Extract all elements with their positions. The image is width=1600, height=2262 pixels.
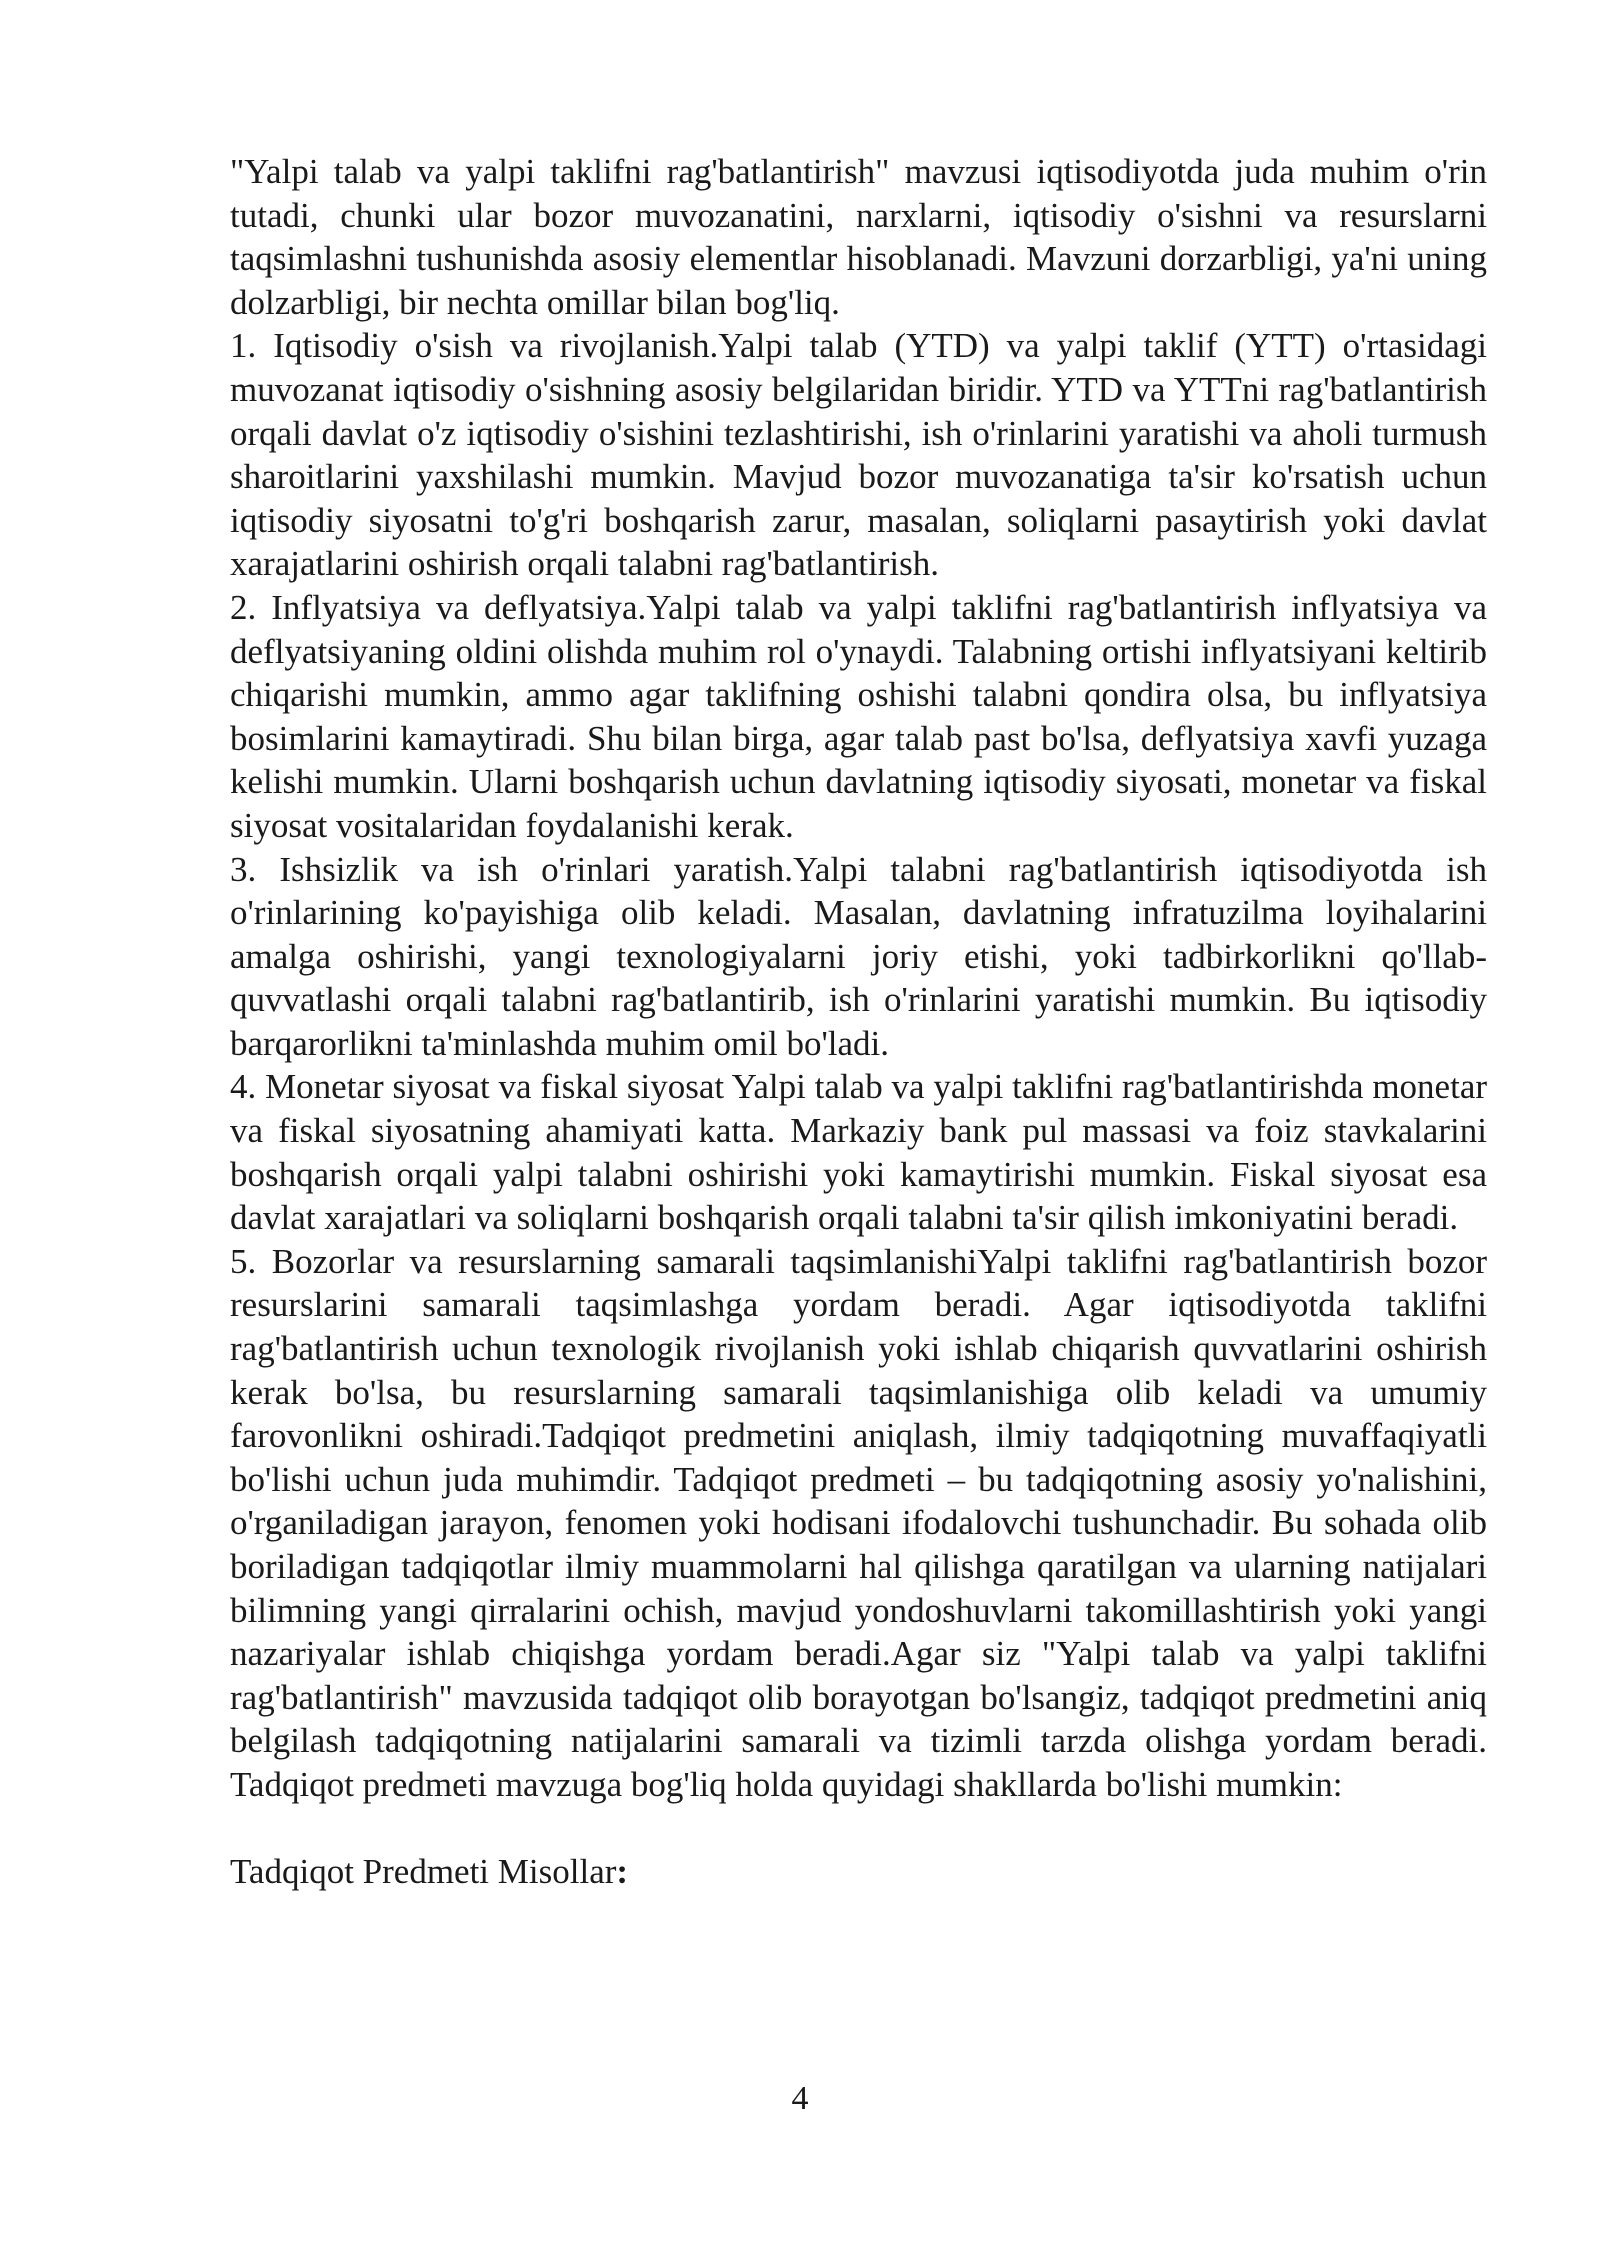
list-item-1 (230, 324, 1487, 586)
list-number: 2. (230, 587, 257, 627)
list-number: 3. (230, 849, 257, 889)
closing-label: Tadqiqot Predmeti Misollar (230, 1851, 617, 1891)
list-item-title: Iqtisodiy o'sish va rivojlanish. (273, 326, 719, 366)
list-item-title: Monetar siyosat va fiskal siyosat (265, 1067, 725, 1107)
list-item-body: Yalpi taklifni rag'batlantirish bozor resurslarini samarali taqsimlashga yordam beradi. Agar iqtisodiyotda taklifni rag'batlantirish uchun texnologik rivojlanish yoki ishlab chiqarish quvvatlarini oshirish kerak bo'lsa, bu resurslarning samarali taqsimlanishiga olib keladi va umumiy farovonlikni oshiradi.Tadqiqot predmetini aniqlash, ilmiy tadqiqotning muvaffaqiyatli bo'lishi uchun juda muhimdir. Tadqiqot predmeti – bu tadqiqotning asosiy yo'nalishini, o'rganiladigan jarayon, fenomen yoki hodisani ifodalovchi tushunchadir. Bu sohada olib boriladigan tadqiqotlar ilmiy muammolarni hal qilishga qaratilgan va ularning natijalari bilimning yangi qirralarini ochish, mavjud yondoshuvlarni takomillashtirish yoki yangi nazariyalar ishlab chiqishga yordam beradi.Agar siz "Yalpi talab va yalpi taklifni rag'batlantirish" mavzusida tadqiqot olib borayotgan bo'lsangiz, tadqiqot predmetini aniq belgilash tadqiqotning natijalarini samarali va tizimli tarzda olishga yordam beradi. Tadqiqot predmeti mavzuga bog'liq holda quyidagi shakllarda bo'lishi mumkin: (230, 1241, 1488, 1804)
page-number: 4 (791, 2080, 809, 2117)
closing-heading (230, 1850, 1487, 1894)
list-item-4 (230, 1065, 1487, 1239)
list-item-title: Bozorlar va resurslarning samarali taqsimlanishi (271, 1241, 978, 1281)
list-number: 5. (230, 1241, 257, 1281)
list-item-body: Yalpi talab va yalpi taklifni rag'batlantirish inflyatsiya va deflyatsiyaning oldini olishda muhim rol o'ynaydi. Talabning ortishi inflyatsiyani keltirib chiqarishi mumkin, ammo agar taklifning oshishi talabni qondira olsa, bu inflyatsiya bosimlarini kamaytiradi. Shu bilan birga, agar talab past bo'lsa, deflyatsiya xavfi yuzaga kelishi mumkin. Ularni boshqarish uchun davlatning iqtisodiy siyosati, monetar va fiskal siyosat vositalaridan foydalanishi kerak. (230, 587, 1488, 845)
list-item-5 (230, 1240, 1487, 1807)
intro-paragraph: "Yalpi talab va yalpi taklifni rag'batlantirish" mavzusi iqtisodiyotda juda muhim o'rin tutadi, chunki ular bozor muvozanatini, narxlarni, iqtisodiy o'sishni va resurslarni taqsimlashni tushunishda asosiy elementlar hisoblanadi. Mavzuni dorzarbligi, ya'ni uning dolzarbligi, bir nechta omillar bilan bog'liq. (230, 152, 1487, 322)
list-item-3 (230, 848, 1487, 1066)
list-item-title: Ishsizlik va ish o'rinlari yaratish. (279, 849, 794, 889)
document-body (230, 150, 1487, 1893)
list-item-body: Yalpi talab va yalpi taklifni rag'batlantirishda monetar va fiskal siyosatning ahamiyati katta. Markaziy bank pul massasi va foiz stavkalarini boshqarish orqali yalpi talabni oshirishi yoki kamaytirishi mumkin. Fiskal siyosat esa davlat xarajatlari va soliqlarni boshqarish orqali talabni ta'sir qilish imkoniyatini beradi. (230, 1067, 1488, 1238)
list-number: 4. (230, 1067, 257, 1107)
list-item-title: Inflyatsiya va deflyatsiya. (271, 587, 647, 627)
list-item-2 (230, 586, 1487, 848)
list-number: 1. (230, 326, 257, 366)
closing-colon: : (616, 1851, 629, 1891)
list-item-body: Yalpi talab (YTD) va yalpi taklif (YTT) o'rtasidagi muvozanat iqtisodiy o'sishning asosiy belgilaridan biridir. YTD va YTTni rag'batlantirish orqali davlat o'z iqtisodiy o'sishini tezlashtirishi, ish o'rinlarini yaratishi va aholi turmush sharoitlarini yaxshilashi mumkin. Mavjud bozor muvozanatiga ta'sir ko'rsatish uchun iqtisodiy siyosatni to'g'ri boshqarish zarur, masalan, soliqlarni pasaytirish yoki davlat xarajatlarini oshirish orqali talabni rag'batlantirish. (230, 326, 1487, 584)
list-item-body: Yalpi talabni rag'batlantirish iqtisodiyotda ish o'rinlarining ko'payishiga olib keladi. Masalan, davlatning infratuzilma loyihalarini amalga oshirishi, yangi texnologiyalarni joriy etishi, yoki tadbirkorlikni qo'llab-quvvatlashi orqali talabni rag'batlantirib, ish o'rinlarini yaratishi mumkin. Bu iqtisodiy barqarorlikni ta'minlashda muhim omil bo'ladi. (230, 849, 1487, 1063)
